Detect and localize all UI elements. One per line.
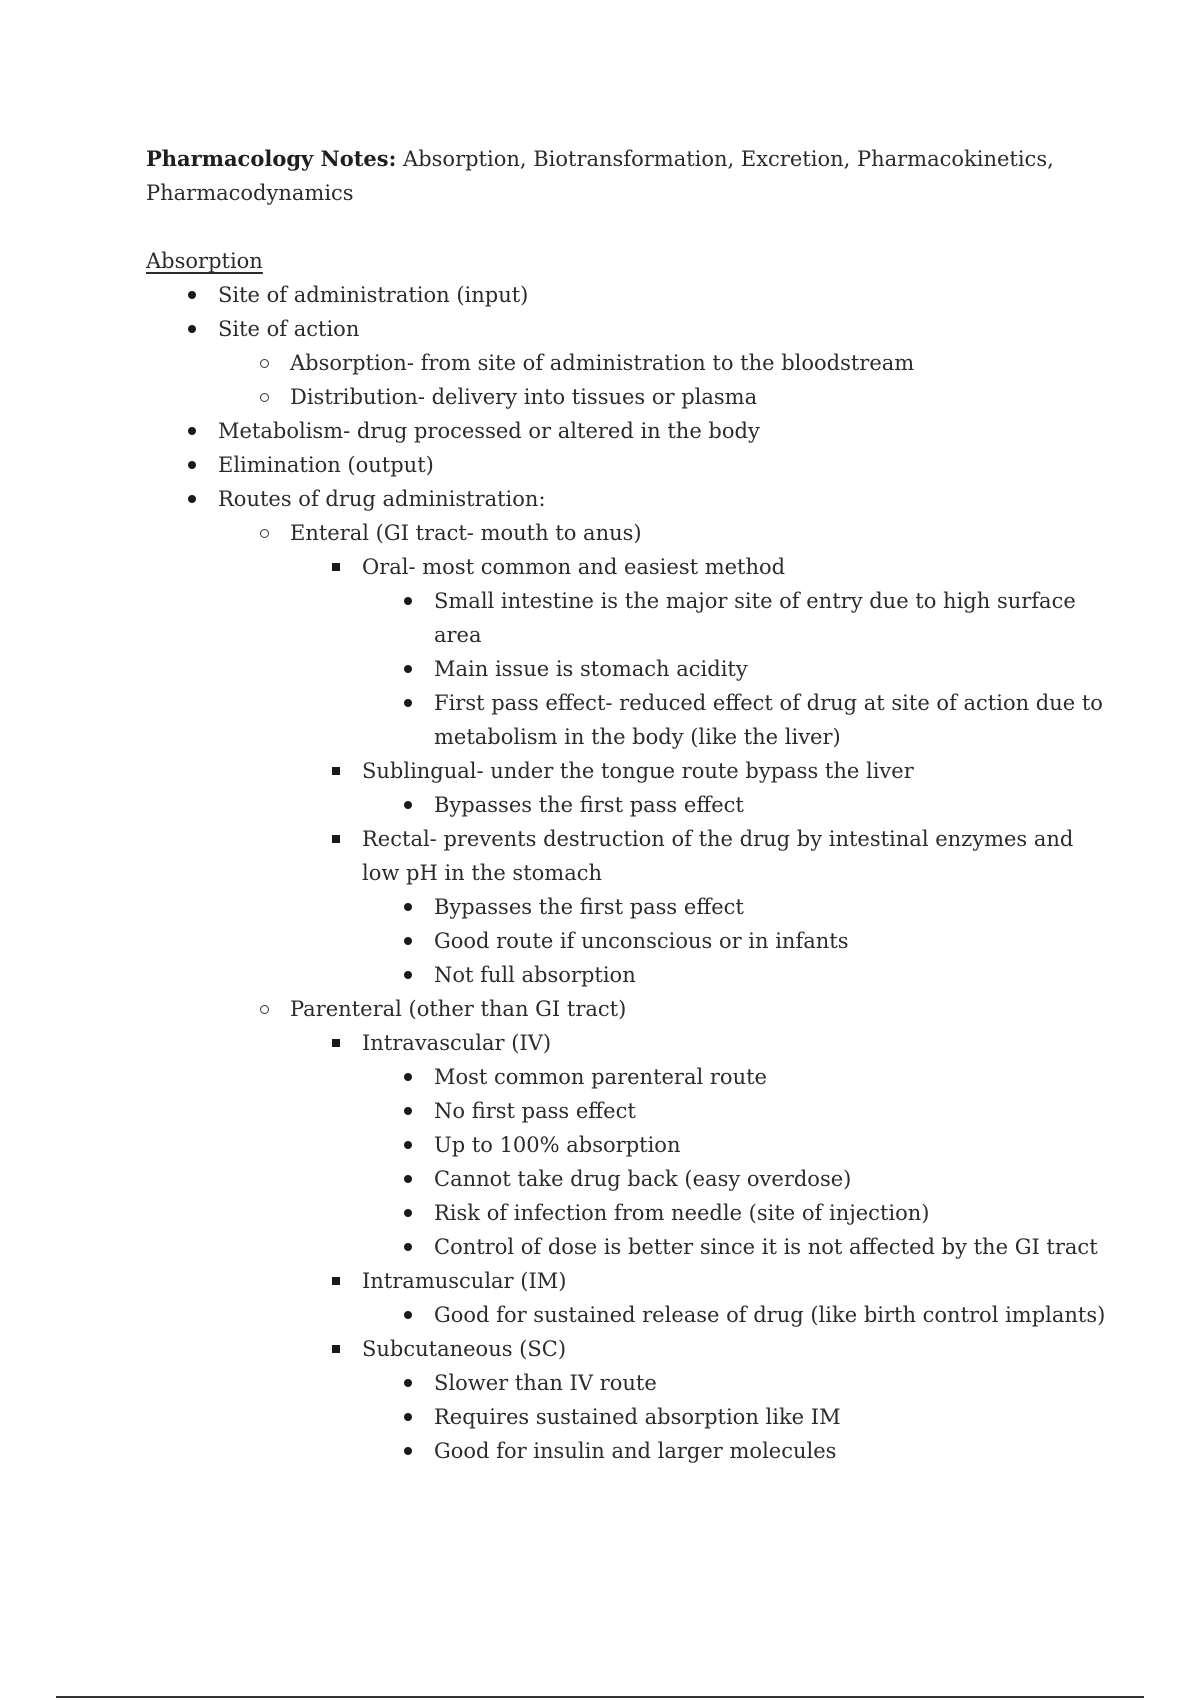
list-item	[146, 346, 1106, 380]
bullet-square-icon	[326, 1264, 346, 1298]
list-item	[146, 652, 1106, 686]
list-item	[146, 1230, 1106, 1264]
bullet-disc-icon	[398, 1094, 418, 1128]
bullet-disc-icon	[398, 584, 418, 618]
list-item-text: Good for insulin and larger molecules	[434, 1439, 837, 1463]
bullet-square-icon	[326, 822, 346, 856]
list-item	[146, 448, 1106, 482]
bullet-disc-icon	[398, 958, 418, 992]
bullet-disc-icon	[182, 312, 202, 346]
list-item-text: Main issue is stomach acidity	[434, 657, 748, 681]
list-item-text: Not full absorption	[434, 963, 636, 987]
bullet-disc-icon	[398, 788, 418, 822]
list-item-text: First pass effect- reduced effect of drug at site of action due to metabolism in the body (like the liver)	[434, 691, 1103, 749]
list-item	[146, 992, 1106, 1026]
list-item-text: Control of dose is better since it is not affected by the GI tract	[434, 1235, 1098, 1259]
list-item	[146, 1026, 1106, 1060]
bullet-disc-icon	[398, 1434, 418, 1468]
bullet-circle-icon	[254, 992, 274, 1026]
page-bottom-rule	[56, 1696, 1144, 1698]
list-item-text: Subcutaneous (SC)	[362, 1337, 567, 1361]
list-item	[146, 1366, 1106, 1400]
list-item	[146, 1128, 1106, 1162]
bullet-disc-icon	[398, 1162, 418, 1196]
list-item-text: Up to 100% absorption	[434, 1133, 681, 1157]
document-title	[146, 142, 1106, 210]
list-item-text: Elimination (output)	[218, 453, 434, 477]
bullet-disc-icon	[398, 1230, 418, 1264]
list-item	[146, 1332, 1106, 1366]
bullet-disc-icon	[398, 1196, 418, 1230]
list-item-text: Requires sustained absorption like IM	[434, 1405, 841, 1429]
list-item	[146, 414, 1106, 448]
bullet-disc-icon	[398, 1060, 418, 1094]
list-item-text: Intravascular (IV)	[362, 1031, 552, 1055]
bullet-disc-icon	[398, 924, 418, 958]
list-item-text: Cannot take drug back (easy overdose)	[434, 1167, 852, 1191]
bullet-disc-icon	[398, 1128, 418, 1162]
list-item-text: Site of action	[218, 317, 360, 341]
list-item	[146, 1094, 1106, 1128]
bullet-disc-icon	[398, 1366, 418, 1400]
list-item	[146, 788, 1106, 822]
bullet-square-icon	[326, 754, 346, 788]
list-item-text: Good for sustained release of drug (like birth control implants)	[434, 1303, 1106, 1327]
list-item-text: Intramuscular (IM)	[362, 1269, 567, 1293]
list-item	[146, 754, 1106, 788]
list-item-text: Sublingual- under the tongue route bypass the liver	[362, 759, 914, 783]
list-item-text: Bypasses the first pass effect	[434, 793, 744, 817]
bullet-disc-icon	[182, 482, 202, 516]
list-item-text: Slower than IV route	[434, 1371, 657, 1395]
bullet-circle-icon	[254, 346, 274, 380]
bullet-disc-icon	[398, 686, 418, 720]
section-heading-absorption: Absorption	[146, 249, 263, 273]
list-item	[146, 1400, 1106, 1434]
document-body	[146, 142, 1106, 1468]
bullet-square-icon	[326, 1026, 346, 1060]
list-item	[146, 380, 1106, 414]
list-item-text: Good route if unconscious or in infants	[434, 929, 849, 953]
list-item	[146, 278, 1106, 312]
list-item-text: Bypasses the first pass effect	[434, 895, 744, 919]
list-item-text: Oral- most common and easiest method	[362, 555, 786, 579]
list-item-text: Metabolism- drug processed or altered in the body	[218, 419, 760, 443]
bullet-disc-icon	[398, 1298, 418, 1332]
list-item-text: Small intestine is the major site of entry due to high surface area	[434, 589, 1076, 647]
bullet-disc-icon	[398, 1400, 418, 1434]
list-item	[146, 550, 1106, 584]
list-item-text: Absorption- from site of administration to the bloodstream	[290, 351, 915, 375]
bullet-disc-icon	[182, 414, 202, 448]
title-bold: Pharmacology Notes:	[146, 146, 397, 171]
list-item	[146, 1264, 1106, 1298]
bullet-circle-icon	[254, 380, 274, 414]
list-item	[146, 482, 1106, 516]
list-item	[146, 686, 1106, 754]
list-item	[146, 584, 1106, 652]
bullet-disc-icon	[182, 448, 202, 482]
list-item-text: No first pass effect	[434, 1099, 636, 1123]
list-item	[146, 822, 1106, 890]
bullet-square-icon	[326, 1332, 346, 1366]
list-item	[146, 312, 1106, 346]
list-item-text: Risk of infection from needle (site of injection)	[434, 1201, 930, 1225]
absorption-list	[146, 278, 1106, 1468]
list-item	[146, 958, 1106, 992]
list-item	[146, 1298, 1106, 1332]
list-item	[146, 1162, 1106, 1196]
bullet-square-icon	[326, 550, 346, 584]
list-item-text: Parenteral (other than GI tract)	[290, 997, 627, 1021]
list-item	[146, 924, 1106, 958]
list-item	[146, 1434, 1106, 1468]
bullet-circle-icon	[254, 516, 274, 550]
list-item-text: Site of administration (input)	[218, 283, 529, 307]
list-item	[146, 1196, 1106, 1230]
list-item-text: Rectal- prevents destruction of the drug by intestinal enzymes and low pH in the stomach	[362, 827, 1074, 885]
list-item-text: Enteral (GI tract- mouth to anus)	[290, 521, 642, 545]
list-item	[146, 890, 1106, 924]
list-item-text: Routes of drug administration:	[218, 487, 546, 511]
list-item-text: Most common parenteral route	[434, 1065, 767, 1089]
bullet-disc-icon	[182, 278, 202, 312]
list-item	[146, 1060, 1106, 1094]
title-rest: Absorption, Biotransformation, Excretion, Pharmacokinetics, Pharmacodynamics	[146, 147, 1054, 205]
list-item-text: Distribution- delivery into tissues or plasma	[290, 385, 758, 409]
bullet-disc-icon	[398, 652, 418, 686]
list-item	[146, 516, 1106, 550]
bullet-disc-icon	[398, 890, 418, 924]
